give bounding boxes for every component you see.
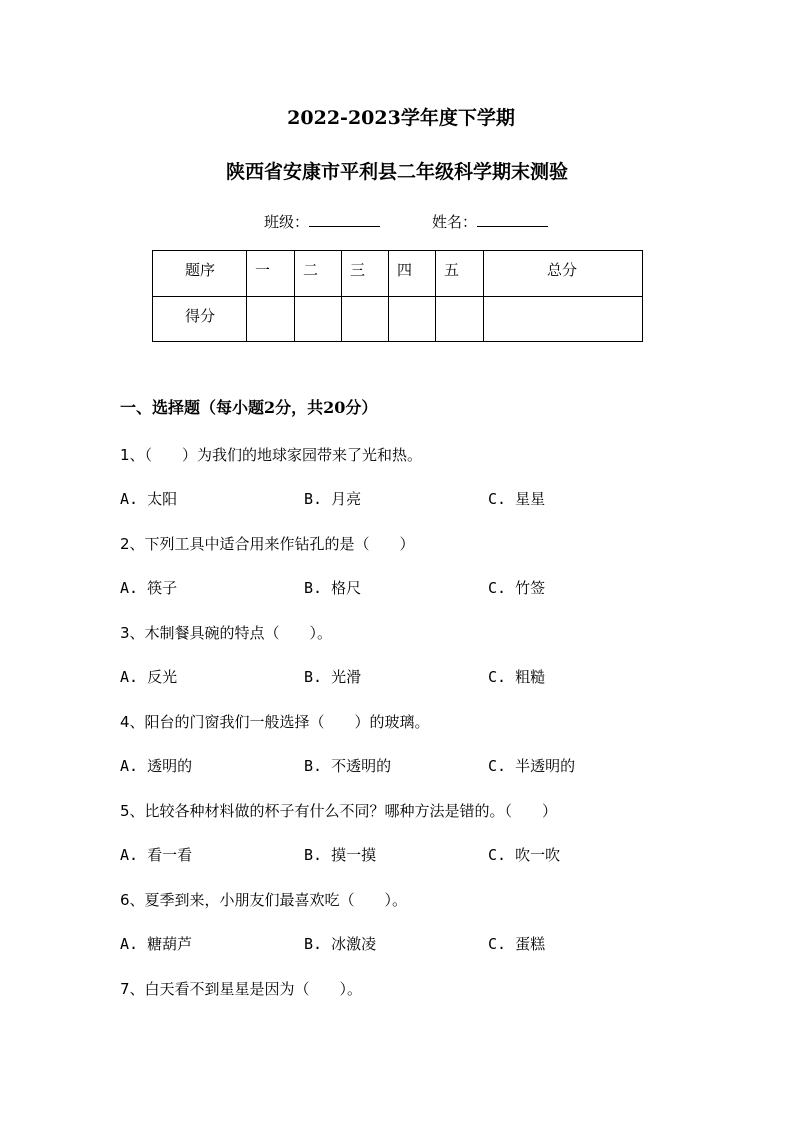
question-6-option-a: A. 糖葫芦 [120,935,193,953]
score-table-score-row [153,296,643,342]
table-cell-question-order: 题序 [153,251,247,297]
question-6-option-c: C. 蛋糕 [488,935,546,953]
score-cell-total [484,296,643,342]
question-1-option-c: C. 星星 [488,490,546,508]
score-table-header-row [153,251,643,297]
score-cell-1 [247,296,295,342]
question-2: 2、下列工具中适合用来作钻孔的是（ ） [120,535,415,553]
name-field [432,212,548,232]
question-5: 5、比较各种材料做的杯子有什么不同？哪种方法是错的。（ ） [120,802,558,820]
question-1-option-b: B. 月亮 [304,490,362,508]
question-3-option-a: A. 反光 [120,668,178,686]
class-blank-line [309,212,380,227]
question-4-option-a: A. 透明的 [120,757,193,775]
class-field [264,212,380,232]
score-cell-4 [389,296,436,342]
class-label: 班级： [264,213,310,231]
exam-title-main: 陕西省安康市平利县二年级科学期末测验 [225,161,568,183]
section-heading: 一、选择题（每小题2分，共20分） [120,398,378,417]
table-cell-score-label: 得分 [153,296,247,342]
score-cell-3 [342,296,389,342]
question-1: 1、（ ）为我们的地球家园带来了光和热。 [120,446,423,464]
question-1-option-a: A. 太阳 [120,490,178,508]
question-5-option-b: B. 摸一摸 [304,846,377,864]
question-6-option-b: B. 冰激凌 [304,935,377,953]
table-cell-section-4: 四 [389,251,436,297]
question-4-option-b: B. 不透明的 [304,757,392,775]
score-cell-5 [436,296,484,342]
question-4: 4、阳台的门窗我们一般选择（ ）的玻璃。 [120,713,430,731]
table-cell-section-3: 三 [342,251,389,297]
name-blank-line [477,212,548,227]
question-4-option-c: C. 半透明的 [488,757,576,775]
question-2-option-a: A. 筷子 [120,579,178,597]
table-cell-section-2: 二 [295,251,342,297]
question-5-option-c: C. 吹一吹 [488,846,561,864]
question-5-option-a: A. 看一看 [120,846,193,864]
score-cell-2 [295,296,342,342]
question-3: 3、木制餐具碗的特点（ ）。 [120,624,333,642]
question-2-option-c: C. 竹签 [488,579,546,597]
question-7: 7、白天看不到星星是因为（ ）。 [120,980,363,998]
name-label: 姓名： [432,213,478,231]
table-cell-section-5: 五 [436,251,484,297]
score-table [152,250,643,342]
exam-title-year: 2022-2023学年度下学期 [287,107,515,129]
question-3-option-b: B. 光滑 [304,668,362,686]
question-6: 6、夏季到来，小朋友们最喜欢吃（ ）。 [120,891,408,909]
question-3-option-c: C. 粗糙 [488,668,546,686]
question-2-option-b: B. 格尺 [304,579,362,597]
table-cell-total: 总分 [484,251,643,297]
table-cell-section-1: 一 [247,251,295,297]
